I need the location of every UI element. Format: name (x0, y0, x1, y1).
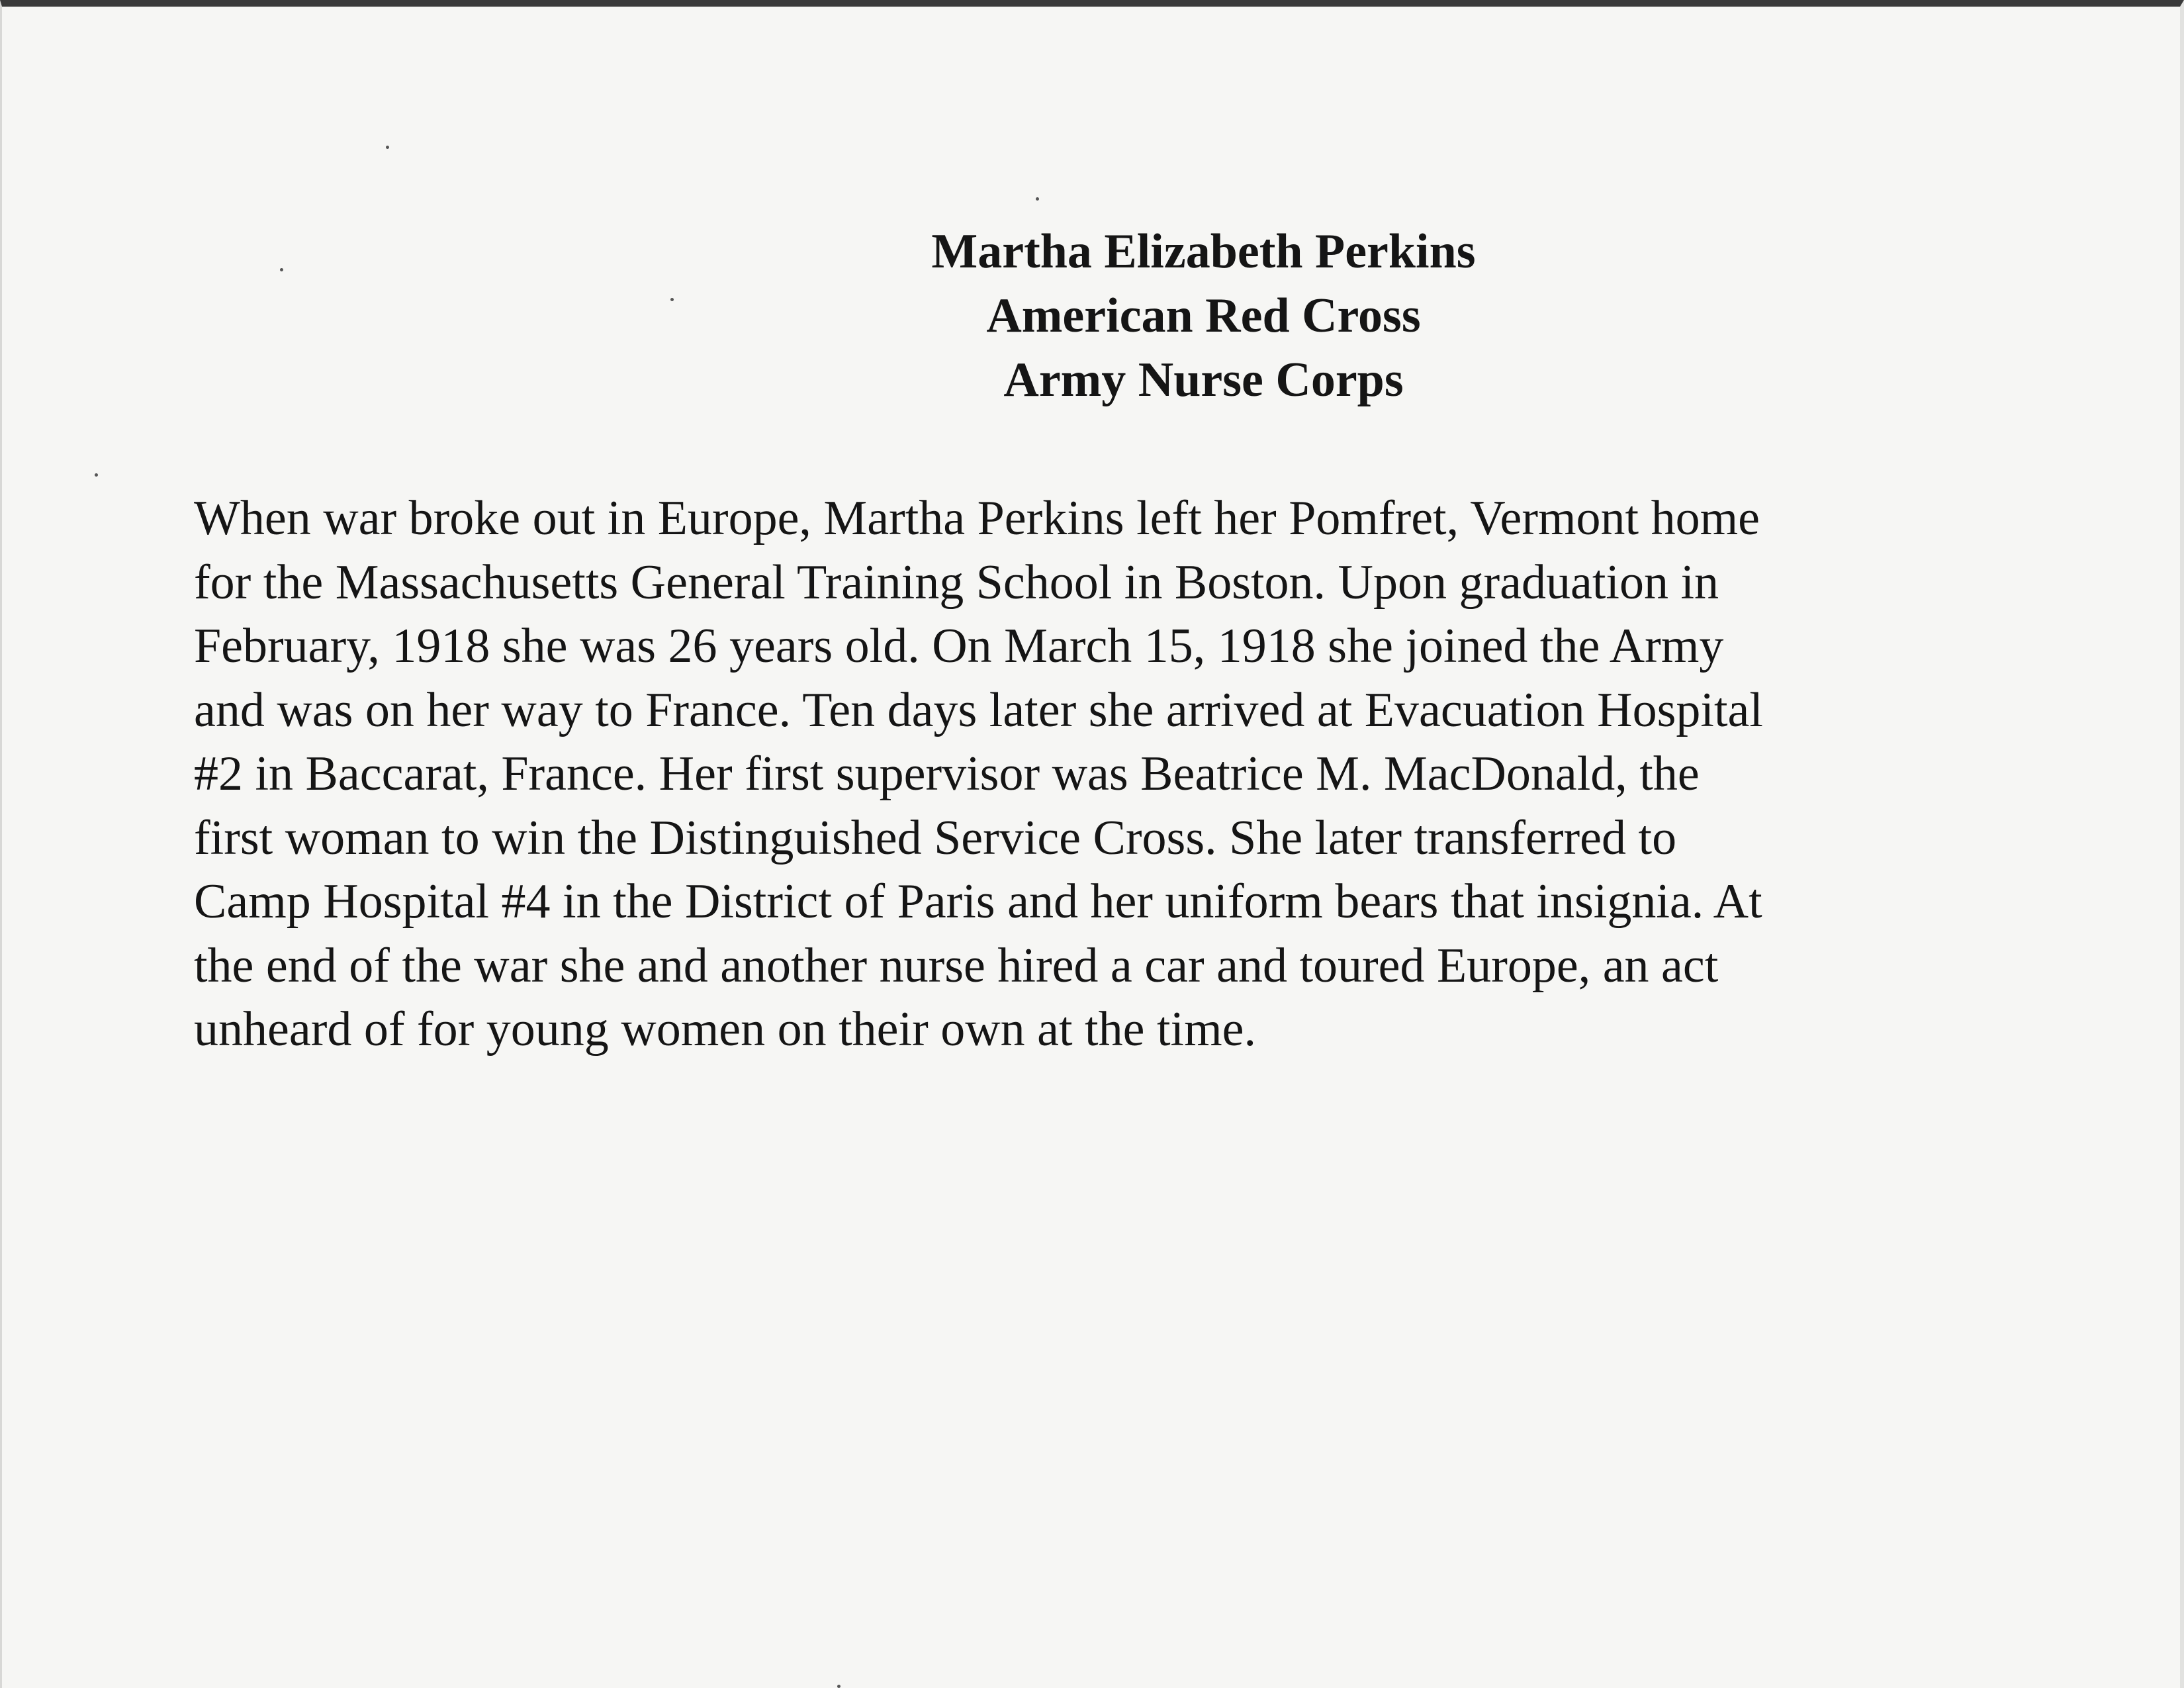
paragraph-line: first woman to win the Distinguished Service Cross. She later transferred to (194, 810, 1677, 865)
paragraph-line: #2 in Baccarat, France. Her first supervisor was Beatrice M. MacDonald, the (194, 747, 1700, 801)
paragraph-line: unheard of for young women on their own at the time. (194, 1002, 1256, 1056)
paragraph-line: the end of the war she and another nurse hired a car and toured Europe, an act (194, 938, 1719, 993)
paper-speck (837, 1685, 841, 1688)
document-header (2, 220, 2180, 412)
paragraph-line: When war broke out in Europe, Martha Perkins left her Pomfret, Vermont home (194, 491, 1760, 545)
paragraph-line: for the Massachusetts General Training School in Boston. Upon graduation in (194, 555, 1719, 610)
corps-title: Army Nurse Corps (1003, 353, 1404, 407)
paper-speck (1036, 197, 1039, 201)
biography-paragraph (194, 487, 1994, 1062)
paper-speck (95, 473, 98, 477)
organization-title: American Red Cross (986, 289, 1421, 343)
paragraph-line: Camp Hospital #4 in the District of Paris and her uniform bears that insignia. At (194, 874, 1762, 929)
person-name: Martha Elizabeth Perkins (931, 224, 1476, 279)
paragraph-line: February, 1918 she was 26 years old. On March 15, 1918 she joined the Army (194, 619, 1724, 673)
paragraph-line: and was on her way to France. Ten days later she arrived at Evacuation Hospital (194, 682, 1763, 737)
paper-speck (386, 146, 389, 149)
